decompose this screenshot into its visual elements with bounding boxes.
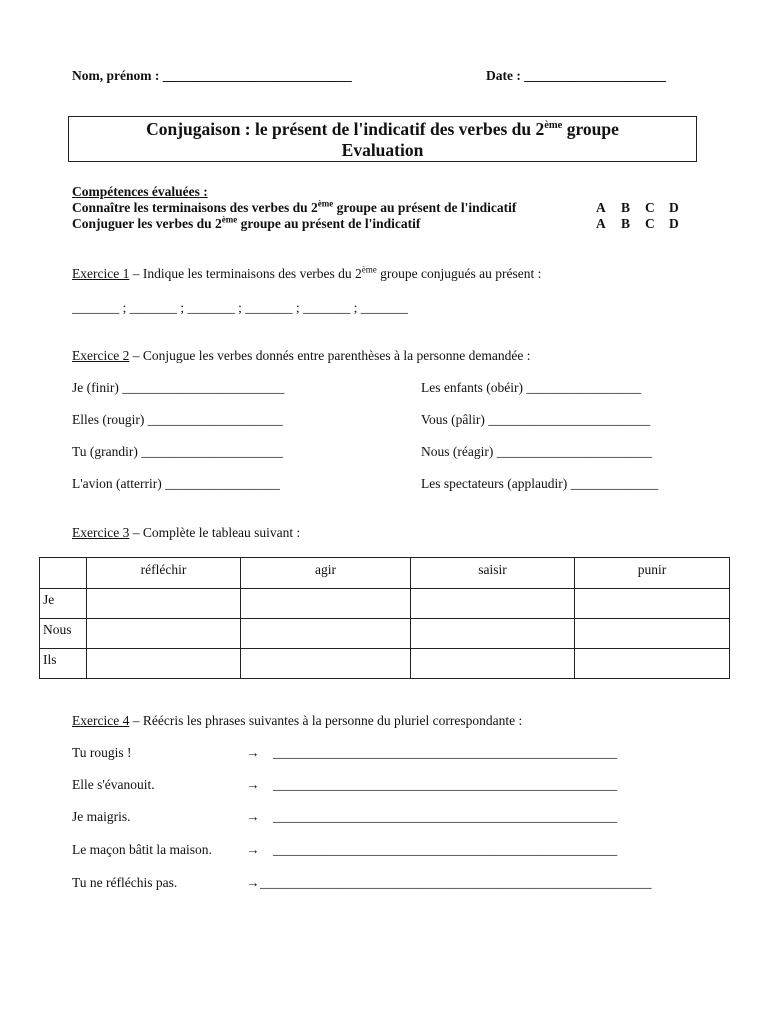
exercise-4-instruction [72,713,522,729]
competence-item-1 [72,200,516,216]
answer-cell[interactable] [575,649,730,679]
exercise-2-item[interactable]: Elles (rougir) ____________________ [72,412,283,427]
exercise-1-text-suffix: groupe conjugués au présent : [376,266,542,281]
answer-cell[interactable] [87,589,241,619]
grade-a[interactable]: A [596,200,606,215]
answer-line[interactable]: __________________________________________________________ [260,875,652,890]
competences-heading: Compétences évaluées : [72,184,208,199]
exercise-2-item[interactable]: Je (finir) ________________________ [72,380,285,395]
conjugation-table [39,557,730,679]
table-header-cell: réfléchir [87,558,241,589]
exercise-2-item[interactable]: Tu (grandir) _____________________ [72,444,283,459]
answer-line[interactable]: ___________________________________________________ [273,842,618,857]
answer-line[interactable]: ___________________________________________________ [273,777,618,792]
table-header-cell: punir [575,558,730,589]
grade-c[interactable]: C [645,216,655,231]
answer-cell[interactable] [411,589,575,619]
row-label: Je [40,589,87,619]
exercise-3-instruction [72,525,300,541]
answer-line[interactable]: ___________________________________________________ [273,745,618,760]
exercise-4-label: Exercice 4 [72,713,130,728]
exercise-2-label: Exercice 2 [72,348,130,363]
answer-cell[interactable] [411,619,575,649]
arrow-icon: → [246,842,260,857]
exercise-4-sentence: Le maçon bâtit la maison. [72,842,212,857]
title-prefix: Conjugaison : le présent de l'indicatif des verbes du 2 [146,119,545,139]
answer-cell[interactable] [241,649,411,679]
competence-1-suffix: groupe au présent de l'indicatif [333,200,517,215]
table-row [40,619,730,649]
title-sup: ème [544,120,563,132]
table-header-cell: agir [241,558,411,589]
exercise-4-sentence: Elle s'évanouit. [72,777,155,792]
competence-2-prefix: Conjuguer les verbes du 2 [72,216,222,231]
answer-cell[interactable] [241,589,411,619]
page-title [69,119,696,140]
exercise-1-label: Exercice 1 [72,266,130,281]
exercise-2-text: – Conjugue les verbes donnés entre parenthèses à la personne demandée : [129,348,531,363]
table-header-row [40,558,730,589]
grade-c[interactable]: C [645,200,655,215]
grade-d[interactable]: D [669,200,679,215]
exercise-4-sentence: Tu rougis ! [72,745,132,760]
exercise-1-blanks[interactable]: _______ ; _______ ; _______ ; _______ ; _______ ; _______ [72,300,409,315]
table-row [40,649,730,679]
answer-cell[interactable] [411,649,575,679]
exercise-2-item[interactable]: Vous (pâlir) ________________________ [421,412,651,427]
answer-line[interactable]: ___________________________________________________ [273,809,618,824]
answer-cell[interactable] [575,619,730,649]
grade-a[interactable]: A [596,216,606,231]
answer-cell[interactable] [87,619,241,649]
exercise-4-sentence: Je maigris. [72,809,131,824]
table-header-cell [40,558,87,589]
arrow-icon: → [246,777,260,792]
row-label: Ils [40,649,87,679]
grade-b[interactable]: B [621,200,631,215]
grade-b[interactable]: B [621,216,631,231]
date-field-label: Date : _____________________ [486,68,666,83]
row-label: Nous [40,619,87,649]
arrow-icon: → [246,809,260,824]
grade-d[interactable]: D [669,216,679,231]
exercise-1-text: – Indique les terminaisons des verbes du 2 [129,266,362,281]
title-box [68,116,697,162]
name-field-label: Nom, prénom : ____________________________ [72,68,352,83]
answer-cell[interactable] [575,589,730,619]
exercise-1-sup: ème [361,264,377,275]
competence-2-suffix: groupe au présent de l'indicatif [237,216,421,231]
exercise-4-sentence: Tu ne réfléchis pas. [72,875,178,890]
exercise-2-item[interactable]: Les enfants (obéir) _________________ [421,380,642,395]
table-header-cell: saisir [411,558,575,589]
competence-2-sup: ème [221,214,238,225]
competence-item-2 [72,216,420,232]
exercise-2-item[interactable]: Les spectateurs (applaudir) _____________ [421,476,659,491]
competence-1-prefix: Connaître les terminaisons des verbes du 2 [72,200,318,215]
answer-cell[interactable] [241,619,411,649]
arrow-icon: → [246,745,260,760]
exercise-4-text: – Réécris les phrases suivantes à la personne du pluriel correspondante : [129,713,523,728]
exercise-3-label: Exercice 3 [72,525,130,540]
exercise-3-text: – Complète le tableau suivant : [129,525,301,540]
arrow-icon: → [246,875,260,890]
exercise-2-instruction [72,348,530,364]
exercise-2-item[interactable]: L'avion (atterrir) _________________ [72,476,280,491]
competence-1-sup: ème [317,198,334,209]
exercise-1-instruction [72,266,541,282]
page-subtitle: Evaluation [341,140,424,160]
answer-cell[interactable] [87,649,241,679]
title-suffix: groupe [562,119,619,139]
table-row [40,589,730,619]
exercise-2-item[interactable]: Nous (réagir) _______________________ [421,444,652,459]
